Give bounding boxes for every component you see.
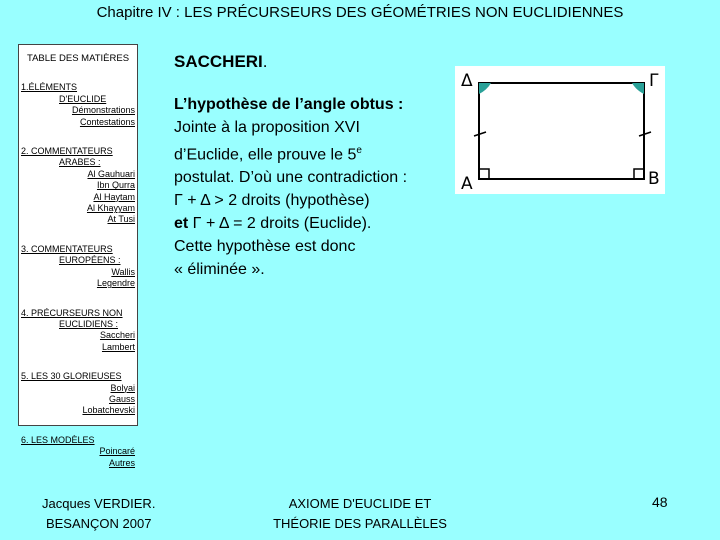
toc-link-demonstrations[interactable]: Démonstrations (71, 105, 135, 116)
angle-delta-mark (479, 83, 491, 94)
footer-topic: AXIOME D'EUCLIDE ET THÉORIE DES PARALLÈLES (273, 496, 447, 531)
angle-gamma-mark (632, 83, 644, 94)
toc-section-1 (19, 82, 137, 128)
toc-section-4 (19, 308, 137, 354)
toc-link-poincare[interactable]: Poincaré (99, 446, 135, 457)
toc-section-6 (19, 435, 137, 469)
toc-link-models[interactable]: 6. LES MODÈLES (21, 434, 95, 445)
toc-link-gauss[interactable]: Gauss (108, 393, 135, 404)
footer-author: Jacques VERDIER. BESANÇON 2007 (42, 496, 156, 531)
toc-link-al-haytam[interactable]: Al Haytam (93, 191, 135, 202)
toc-header: TABLE DES MATIÈRES (26, 53, 130, 64)
right-angle-b-mark (634, 169, 644, 179)
quadrilateral-outline (479, 83, 644, 179)
toc-link-at-tusi[interactable]: At Tusi (107, 214, 135, 225)
body-line: Γ + Δ > 2 droits (hypothèse) (174, 192, 370, 210)
toc-link-legendre[interactable]: Legendre (96, 278, 135, 289)
label-b: B (648, 169, 660, 189)
toc-link-lambert[interactable]: Lambert (101, 341, 135, 352)
toc-link-arab-commentators[interactable]: 2. COMMENTATEURS ARABES : (21, 146, 113, 168)
body-line: postulat. D’où une contradiction : (174, 169, 408, 187)
body-line: d’Euclide, elle prouve le 5e (174, 145, 362, 164)
body-text (174, 93, 456, 281)
toc-link-al-gauhuari[interactable]: Al Gauhuari (87, 168, 135, 179)
toc-link-wallis[interactable]: Wallis (111, 266, 135, 277)
toc-link-al-khayyam[interactable]: Al Khayyam (86, 203, 135, 214)
body-line: Cette hypothèse est donc (174, 238, 356, 256)
saccheri-quadrilateral-diagram (455, 66, 665, 194)
toc-link-ibn-qurra[interactable]: Ibn Qurra (96, 180, 135, 191)
toc-link-elements[interactable]: 1.ÉLÉMENTS D'EUCLIDE (21, 82, 107, 104)
body-line: « éliminée ». (174, 261, 265, 279)
toc-link-saccheri[interactable]: Saccheri (99, 330, 135, 341)
toc-link-european-commentators[interactable]: 3. COMMENTATEURS EUROPÉENS : (21, 243, 121, 266)
toc-link-non-euclidean-precursors[interactable]: 4. PRÉCURSEURS NON EUCLIDIENS : (21, 307, 123, 329)
toc-link-others[interactable]: Autres (108, 457, 135, 468)
label-gamma: Γ (649, 71, 659, 91)
toc-link-bolyai[interactable]: Bolyai (110, 382, 135, 393)
section-title: SACCHERI. (174, 52, 268, 71)
toc-link-lobatchevski[interactable]: Lobatchevski (82, 405, 135, 416)
toc-section-5 (19, 371, 137, 417)
toc-section-2 (19, 146, 137, 226)
slide-title: Chapitre IV : LES PRÉCURSEURS DES GÉOMÉTRIES NON EUCLIDIENNES (96, 4, 624, 21)
body-line-hypothesis: L’hypothèse de l’angle obtus : (174, 96, 404, 113)
toc-section-3 (19, 244, 137, 290)
quadrilateral-figure (455, 66, 665, 194)
toc-link-glorious-30[interactable]: 5. LES 30 GLORIEUSES (21, 371, 122, 382)
body-line: Jointe à la proposition XVI (174, 119, 360, 136)
label-a: A (461, 174, 473, 194)
body-line: et Γ + Δ = 2 droits (Euclide). (174, 215, 372, 233)
table-of-contents (18, 44, 138, 468)
label-delta: Δ (461, 71, 473, 91)
page-number: 48 (652, 494, 668, 510)
right-angle-a-mark (479, 169, 489, 179)
toc-link-contestations[interactable]: Contestations (79, 116, 135, 127)
